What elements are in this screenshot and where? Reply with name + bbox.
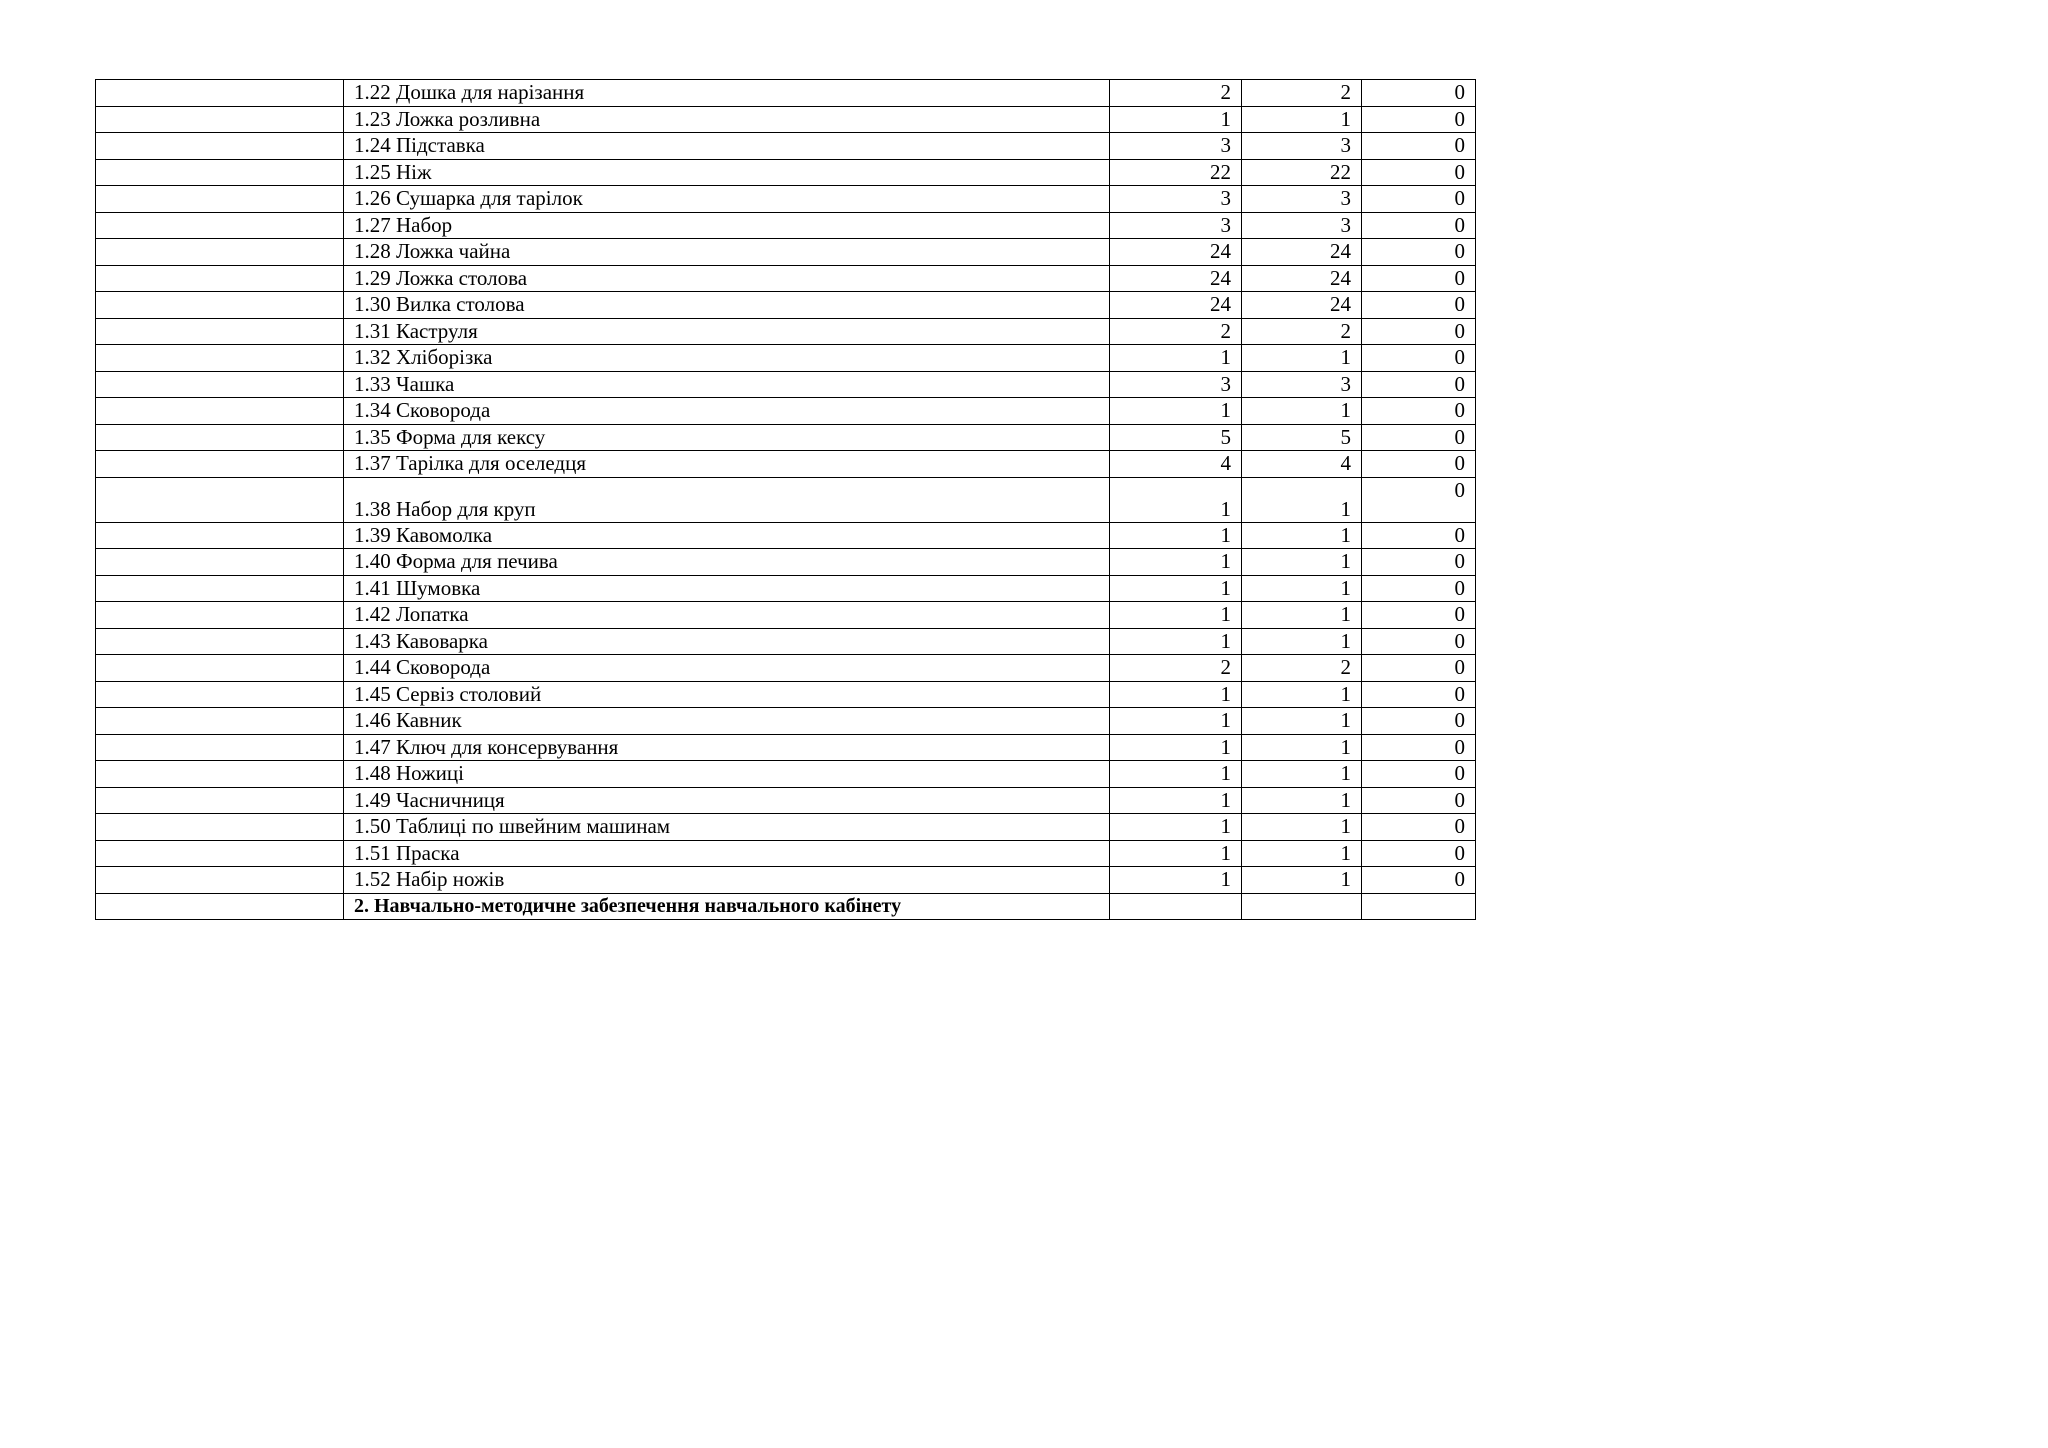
item-name-cell: 1.25 Ніж xyxy=(344,159,1110,186)
row-blank-cell xyxy=(96,522,344,549)
item-name-cell: 1.42 Лопатка xyxy=(344,602,1110,629)
row-blank-cell xyxy=(96,681,344,708)
quantity-cell: 1 xyxy=(1110,814,1242,841)
quantity-cell: 0 xyxy=(1362,549,1476,576)
quantity-cell: 5 xyxy=(1242,424,1362,451)
row-blank-cell xyxy=(96,734,344,761)
item-name-cell: 1.51 Праска xyxy=(344,840,1110,867)
quantity-cell: 0 xyxy=(1362,708,1476,735)
quantity-cell: 1 xyxy=(1242,708,1362,735)
row-blank-cell xyxy=(96,575,344,602)
quantity-cell: 1 xyxy=(1242,549,1362,576)
quantity-cell: 1 xyxy=(1242,575,1362,602)
item-name-cell: 1.52 Набір ножів xyxy=(344,867,1110,894)
quantity-cell: 1 xyxy=(1110,345,1242,372)
row-blank-cell xyxy=(96,212,344,239)
quantity-cell: 0 xyxy=(1362,451,1476,478)
quantity-cell: 1 xyxy=(1242,522,1362,549)
row-blank-cell xyxy=(96,602,344,629)
item-name-cell: 1.30 Вилка столова xyxy=(344,292,1110,319)
quantity-cell: 0 xyxy=(1362,575,1476,602)
row-blank-cell xyxy=(96,239,344,266)
table-row xyxy=(96,867,1476,894)
quantity-cell: 0 xyxy=(1362,292,1476,319)
table-row xyxy=(96,239,1476,266)
quantity-cell: 2 xyxy=(1110,318,1242,345)
quantity-cell: 0 xyxy=(1362,212,1476,239)
quantity-cell: 1 xyxy=(1110,106,1242,133)
quantity-cell: 0 xyxy=(1362,522,1476,549)
table-row xyxy=(96,655,1476,682)
quantity-cell: 0 xyxy=(1362,239,1476,266)
quantity-cell: 1 xyxy=(1110,477,1242,522)
quantity-cell: 1 xyxy=(1242,814,1362,841)
quantity-cell: 1 xyxy=(1242,602,1362,629)
quantity-cell: 1 xyxy=(1242,681,1362,708)
table-row xyxy=(96,398,1476,425)
quantity-cell: 1 xyxy=(1242,106,1362,133)
empty-cell xyxy=(1110,893,1242,920)
quantity-cell: 0 xyxy=(1362,159,1476,186)
quantity-cell: 24 xyxy=(1242,265,1362,292)
inventory-table xyxy=(95,79,1476,920)
table-row xyxy=(96,345,1476,372)
table-row xyxy=(96,814,1476,841)
quantity-cell: 0 xyxy=(1362,318,1476,345)
quantity-cell: 5 xyxy=(1110,424,1242,451)
item-name-cell: 1.44 Сковорода xyxy=(344,655,1110,682)
table-row xyxy=(96,318,1476,345)
quantity-cell: 0 xyxy=(1362,814,1476,841)
quantity-cell: 0 xyxy=(1362,424,1476,451)
quantity-cell: 0 xyxy=(1362,734,1476,761)
item-name-cell: 1.45 Сервіз столовий xyxy=(344,681,1110,708)
row-blank-cell xyxy=(96,787,344,814)
row-blank-cell xyxy=(96,549,344,576)
quantity-cell: 3 xyxy=(1110,371,1242,398)
row-blank-cell xyxy=(96,371,344,398)
table-row xyxy=(96,265,1476,292)
empty-cell xyxy=(1242,893,1362,920)
quantity-cell: 0 xyxy=(1362,477,1476,522)
quantity-cell: 3 xyxy=(1242,212,1362,239)
item-name-cell: 1.24 Підставка xyxy=(344,133,1110,160)
item-name-cell: 1.33 Чашка xyxy=(344,371,1110,398)
table-row xyxy=(96,133,1476,160)
quantity-cell: 3 xyxy=(1242,371,1362,398)
item-name-cell: 1.29 Ложка столова xyxy=(344,265,1110,292)
quantity-cell: 0 xyxy=(1362,681,1476,708)
item-name-cell: 1.49 Часничниця xyxy=(344,787,1110,814)
quantity-cell: 0 xyxy=(1362,867,1476,894)
table-row xyxy=(96,549,1476,576)
quantity-cell: 1 xyxy=(1110,681,1242,708)
quantity-cell: 24 xyxy=(1242,292,1362,319)
item-name-cell: 1.47 Ключ для консервування xyxy=(344,734,1110,761)
quantity-cell: 0 xyxy=(1362,398,1476,425)
item-name-cell: 1.46 Кавник xyxy=(344,708,1110,735)
item-name-cell: 1.26 Сушарка для тарілок xyxy=(344,186,1110,213)
quantity-cell: 1 xyxy=(1110,867,1242,894)
table-row xyxy=(96,681,1476,708)
table-row xyxy=(96,628,1476,655)
table-row xyxy=(96,292,1476,319)
quantity-cell: 0 xyxy=(1362,106,1476,133)
quantity-cell: 2 xyxy=(1242,655,1362,682)
row-blank-cell xyxy=(96,867,344,894)
quantity-cell: 1 xyxy=(1242,398,1362,425)
quantity-cell: 0 xyxy=(1362,371,1476,398)
quantity-cell: 1 xyxy=(1110,708,1242,735)
row-blank-cell xyxy=(96,292,344,319)
item-name-cell: 1.48 Ножиці xyxy=(344,761,1110,788)
quantity-cell: 4 xyxy=(1110,451,1242,478)
inventory-table-body xyxy=(96,80,1476,920)
item-name-cell: 1.38 Набор для круп xyxy=(344,477,1110,522)
quantity-cell: 1 xyxy=(1242,477,1362,522)
row-blank-cell xyxy=(96,80,344,107)
quantity-cell: 4 xyxy=(1242,451,1362,478)
item-name-cell: 1.50 Таблиці по швейним машинам xyxy=(344,814,1110,841)
quantity-cell: 1 xyxy=(1110,575,1242,602)
table-row xyxy=(96,575,1476,602)
row-blank-cell xyxy=(96,761,344,788)
row-blank-cell xyxy=(96,708,344,735)
table-row xyxy=(96,106,1476,133)
item-name-cell: 1.32 Хліборізка xyxy=(344,345,1110,372)
quantity-cell: 1 xyxy=(1110,734,1242,761)
table-row xyxy=(96,787,1476,814)
quantity-cell: 1 xyxy=(1242,734,1362,761)
quantity-cell: 0 xyxy=(1362,787,1476,814)
quantity-cell: 1 xyxy=(1110,787,1242,814)
quantity-cell: 0 xyxy=(1362,80,1476,107)
quantity-cell: 3 xyxy=(1242,186,1362,213)
quantity-cell: 22 xyxy=(1242,159,1362,186)
row-blank-cell xyxy=(96,424,344,451)
quantity-cell: 2 xyxy=(1242,318,1362,345)
table-row xyxy=(96,477,1476,522)
table-row xyxy=(96,761,1476,788)
row-blank-cell xyxy=(96,106,344,133)
row-blank-cell xyxy=(96,398,344,425)
table-row xyxy=(96,451,1476,478)
section-heading: 2. Навчально-методичне забезпечення навчального кабінету xyxy=(344,893,1110,920)
item-name-cell: 1.35 Форма для кексу xyxy=(344,424,1110,451)
quantity-cell: 0 xyxy=(1362,602,1476,629)
quantity-cell: 0 xyxy=(1362,840,1476,867)
table-row xyxy=(96,708,1476,735)
quantity-cell: 1 xyxy=(1110,549,1242,576)
table-row xyxy=(96,840,1476,867)
quantity-cell: 3 xyxy=(1110,186,1242,213)
row-blank-cell xyxy=(96,186,344,213)
row-blank-cell xyxy=(96,655,344,682)
row-blank-cell xyxy=(96,893,344,920)
row-blank-cell xyxy=(96,628,344,655)
row-blank-cell xyxy=(96,133,344,160)
quantity-cell: 24 xyxy=(1110,292,1242,319)
quantity-cell: 3 xyxy=(1110,212,1242,239)
quantity-cell: 0 xyxy=(1362,345,1476,372)
section-heading-row xyxy=(96,893,1476,920)
quantity-cell: 2 xyxy=(1110,80,1242,107)
quantity-cell: 1 xyxy=(1242,628,1362,655)
table-row xyxy=(96,602,1476,629)
quantity-cell: 1 xyxy=(1110,522,1242,549)
quantity-cell: 0 xyxy=(1362,133,1476,160)
row-blank-cell xyxy=(96,451,344,478)
item-name-cell: 1.40 Форма для печива xyxy=(344,549,1110,576)
quantity-cell: 1 xyxy=(1110,602,1242,629)
empty-cell xyxy=(1362,893,1476,920)
quantity-cell: 1 xyxy=(1242,761,1362,788)
table-row xyxy=(96,522,1476,549)
quantity-cell: 22 xyxy=(1110,159,1242,186)
item-name-cell: 1.41 Шумовка xyxy=(344,575,1110,602)
quantity-cell: 1 xyxy=(1110,398,1242,425)
item-name-cell: 1.43 Кавоварка xyxy=(344,628,1110,655)
item-name-cell: 1.31 Каструля xyxy=(344,318,1110,345)
quantity-cell: 1 xyxy=(1110,840,1242,867)
item-name-cell: 1.37 Тарілка для оселедця xyxy=(344,451,1110,478)
table-row xyxy=(96,186,1476,213)
quantity-cell: 1 xyxy=(1110,761,1242,788)
quantity-cell: 0 xyxy=(1362,265,1476,292)
row-blank-cell xyxy=(96,345,344,372)
quantity-cell: 2 xyxy=(1110,655,1242,682)
row-blank-cell xyxy=(96,814,344,841)
item-name-cell: 1.34 Сковорода xyxy=(344,398,1110,425)
item-name-cell: 1.22 Дошка для нарізання xyxy=(344,80,1110,107)
quantity-cell: 1 xyxy=(1110,628,1242,655)
quantity-cell: 0 xyxy=(1362,761,1476,788)
quantity-cell: 3 xyxy=(1242,133,1362,160)
quantity-cell: 0 xyxy=(1362,186,1476,213)
row-blank-cell xyxy=(96,477,344,522)
item-name-cell: 1.23 Ложка розливна xyxy=(344,106,1110,133)
table-row xyxy=(96,371,1476,398)
quantity-cell: 24 xyxy=(1242,239,1362,266)
item-name-cell: 1.28 Ложка чайна xyxy=(344,239,1110,266)
table-row xyxy=(96,212,1476,239)
table-row xyxy=(96,80,1476,107)
row-blank-cell xyxy=(96,159,344,186)
quantity-cell: 0 xyxy=(1362,655,1476,682)
table-row xyxy=(96,159,1476,186)
quantity-cell: 1 xyxy=(1242,787,1362,814)
quantity-cell: 0 xyxy=(1362,628,1476,655)
item-name-cell: 1.39 Кавомолка xyxy=(344,522,1110,549)
quantity-cell: 2 xyxy=(1242,80,1362,107)
quantity-cell: 1 xyxy=(1242,840,1362,867)
quantity-cell: 1 xyxy=(1242,867,1362,894)
table-row xyxy=(96,424,1476,451)
quantity-cell: 3 xyxy=(1110,133,1242,160)
item-name-cell: 1.27 Набор xyxy=(344,212,1110,239)
quantity-cell: 1 xyxy=(1242,345,1362,372)
row-blank-cell xyxy=(96,265,344,292)
row-blank-cell xyxy=(96,840,344,867)
quantity-cell: 24 xyxy=(1110,239,1242,266)
quantity-cell: 24 xyxy=(1110,265,1242,292)
table-row xyxy=(96,734,1476,761)
row-blank-cell xyxy=(96,318,344,345)
